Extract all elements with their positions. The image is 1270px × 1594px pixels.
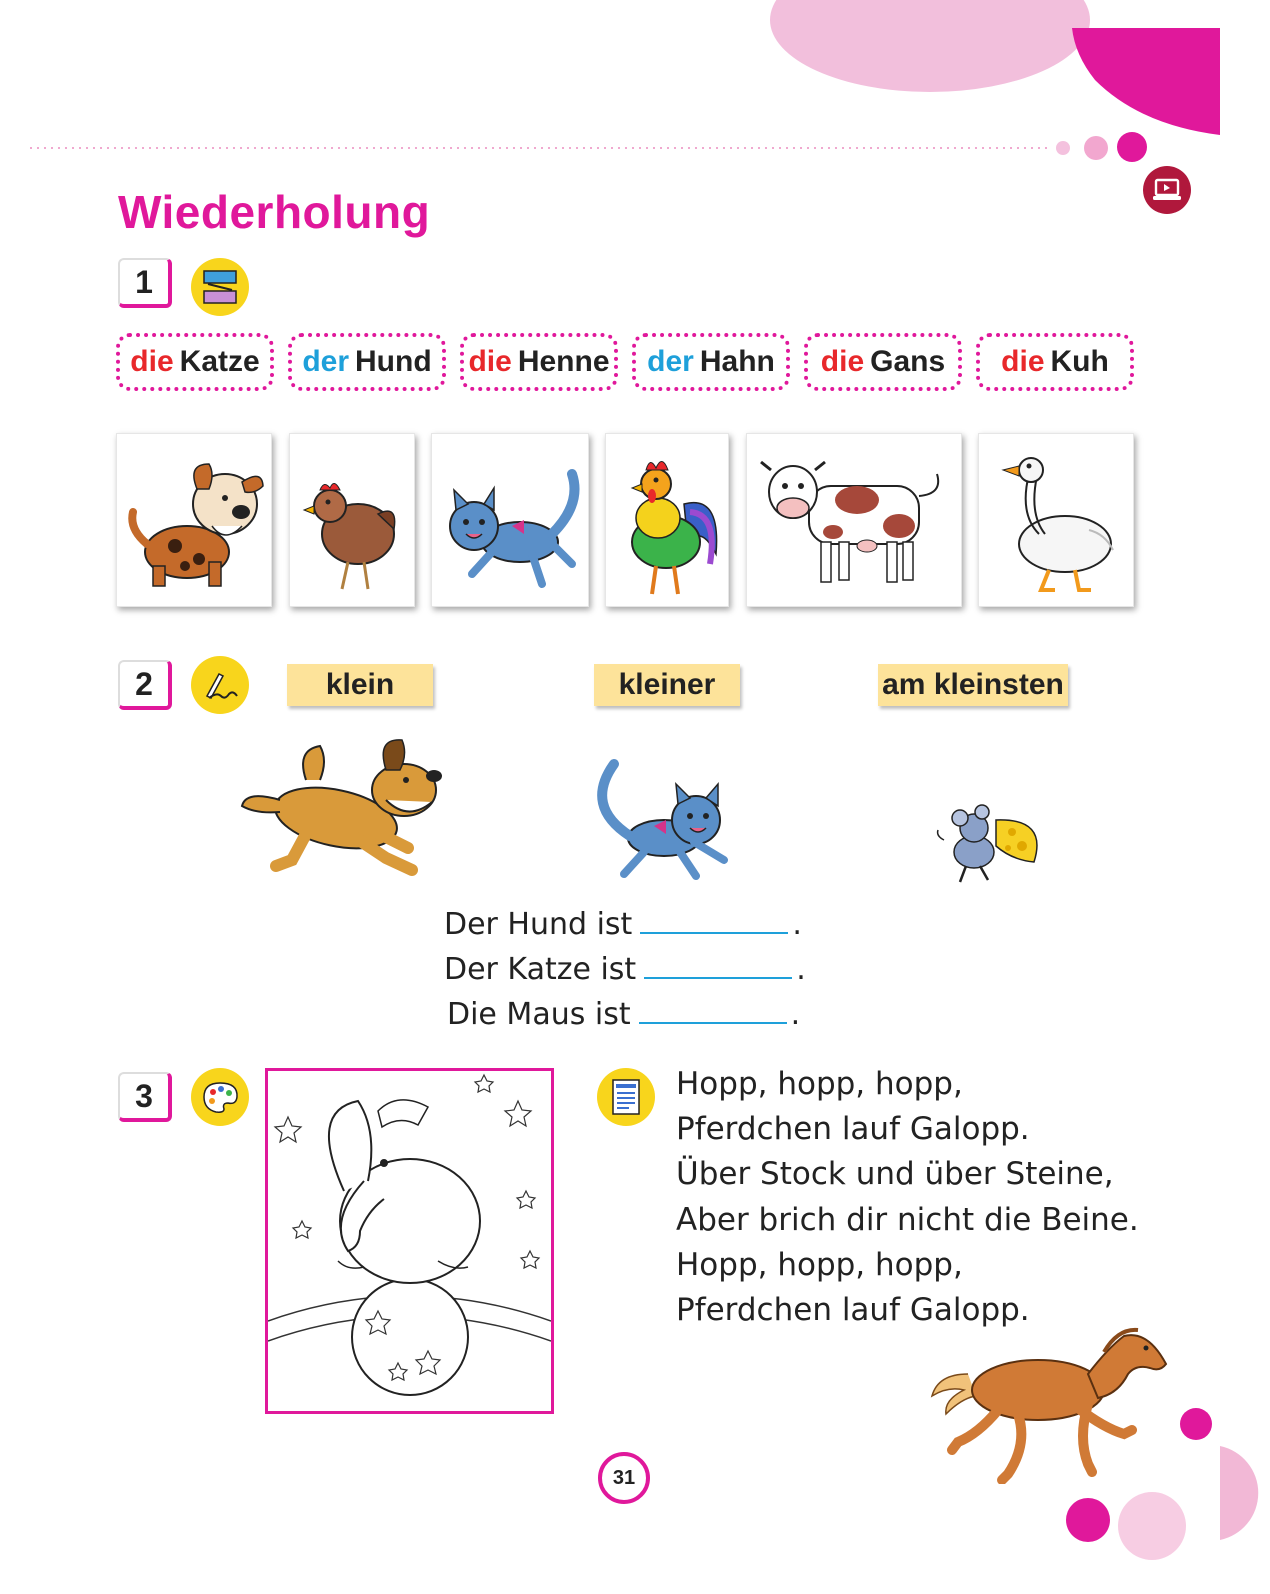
bottom-decoration [1060,1400,1270,1594]
poem-line-3: Über Stock und über Steine, [676,1156,1114,1193]
page-title: Wiederholung [118,186,431,238]
poem-line-1: Hopp, hopp, hopp, [676,1066,963,1102]
poem-line-5: Hopp, hopp, hopp, [676,1246,963,1283]
poem-line-4: Aber brich dir nicht die Beine. [676,1201,1139,1238]
writing-icon [191,656,249,714]
sentence-1: Der Hund ist . [444,904,802,942]
sentence-3: Die Maus ist . [447,994,800,1032]
picture-card-dog [116,433,272,607]
cow-illustration [747,434,961,606]
running-dog-illustration [236,730,450,890]
computer-icon[interactable] [1143,166,1191,214]
word-box-henne: die Henne [460,333,618,391]
goose-illustration [979,434,1133,606]
hen-illustration [290,434,414,606]
mouse-with-cheese-illustration [930,800,1046,886]
paint-palette-icon [191,1068,249,1126]
exercise-2-number: 2 [118,660,172,710]
dog-illustration [117,434,271,606]
answer-blank-3[interactable] [639,994,787,1024]
adjective-am-kleinsten: am kleinsten [878,664,1068,706]
word-box-kuh: die Kuh [976,333,1134,391]
cat-illustration [432,434,588,606]
picture-card-hen [289,433,415,607]
word-box-katze: die Katze [116,333,274,391]
elephant-on-ball-drawing [268,1071,551,1411]
top-decoration [0,0,1270,200]
answer-blank-1[interactable] [640,904,788,934]
adjective-kleiner: kleiner [594,664,740,706]
rooster-illustration [606,434,728,606]
answer-blank-2[interactable] [644,949,792,979]
picture-card-goose [978,433,1134,607]
word-box-hahn: der Hahn [632,333,790,391]
reading-icon [597,1068,655,1126]
exercise-3-number: 3 [118,1072,172,1122]
poem [676,1062,1139,1333]
picture-card-rooster [605,433,729,607]
adjective-klein: klein [287,664,433,706]
match-icon [191,258,249,316]
picture-card-cow [746,433,962,607]
word-box-gans: die Gans [804,333,962,391]
poem-line-6: Pferdchen lauf Galopp. [676,1292,1030,1329]
sentence-2: Der Katze ist . [444,949,806,987]
word-box-hund: der Hund [288,333,446,391]
exercise-1-number: 1 [118,258,172,308]
page-number: 31 [598,1452,650,1504]
picture-card-cat [431,433,589,607]
poem-line-2: Pferdchen lauf Galopp. [676,1111,1030,1148]
running-cat-illustration [584,756,740,888]
coloring-picture-frame[interactable] [265,1068,554,1414]
